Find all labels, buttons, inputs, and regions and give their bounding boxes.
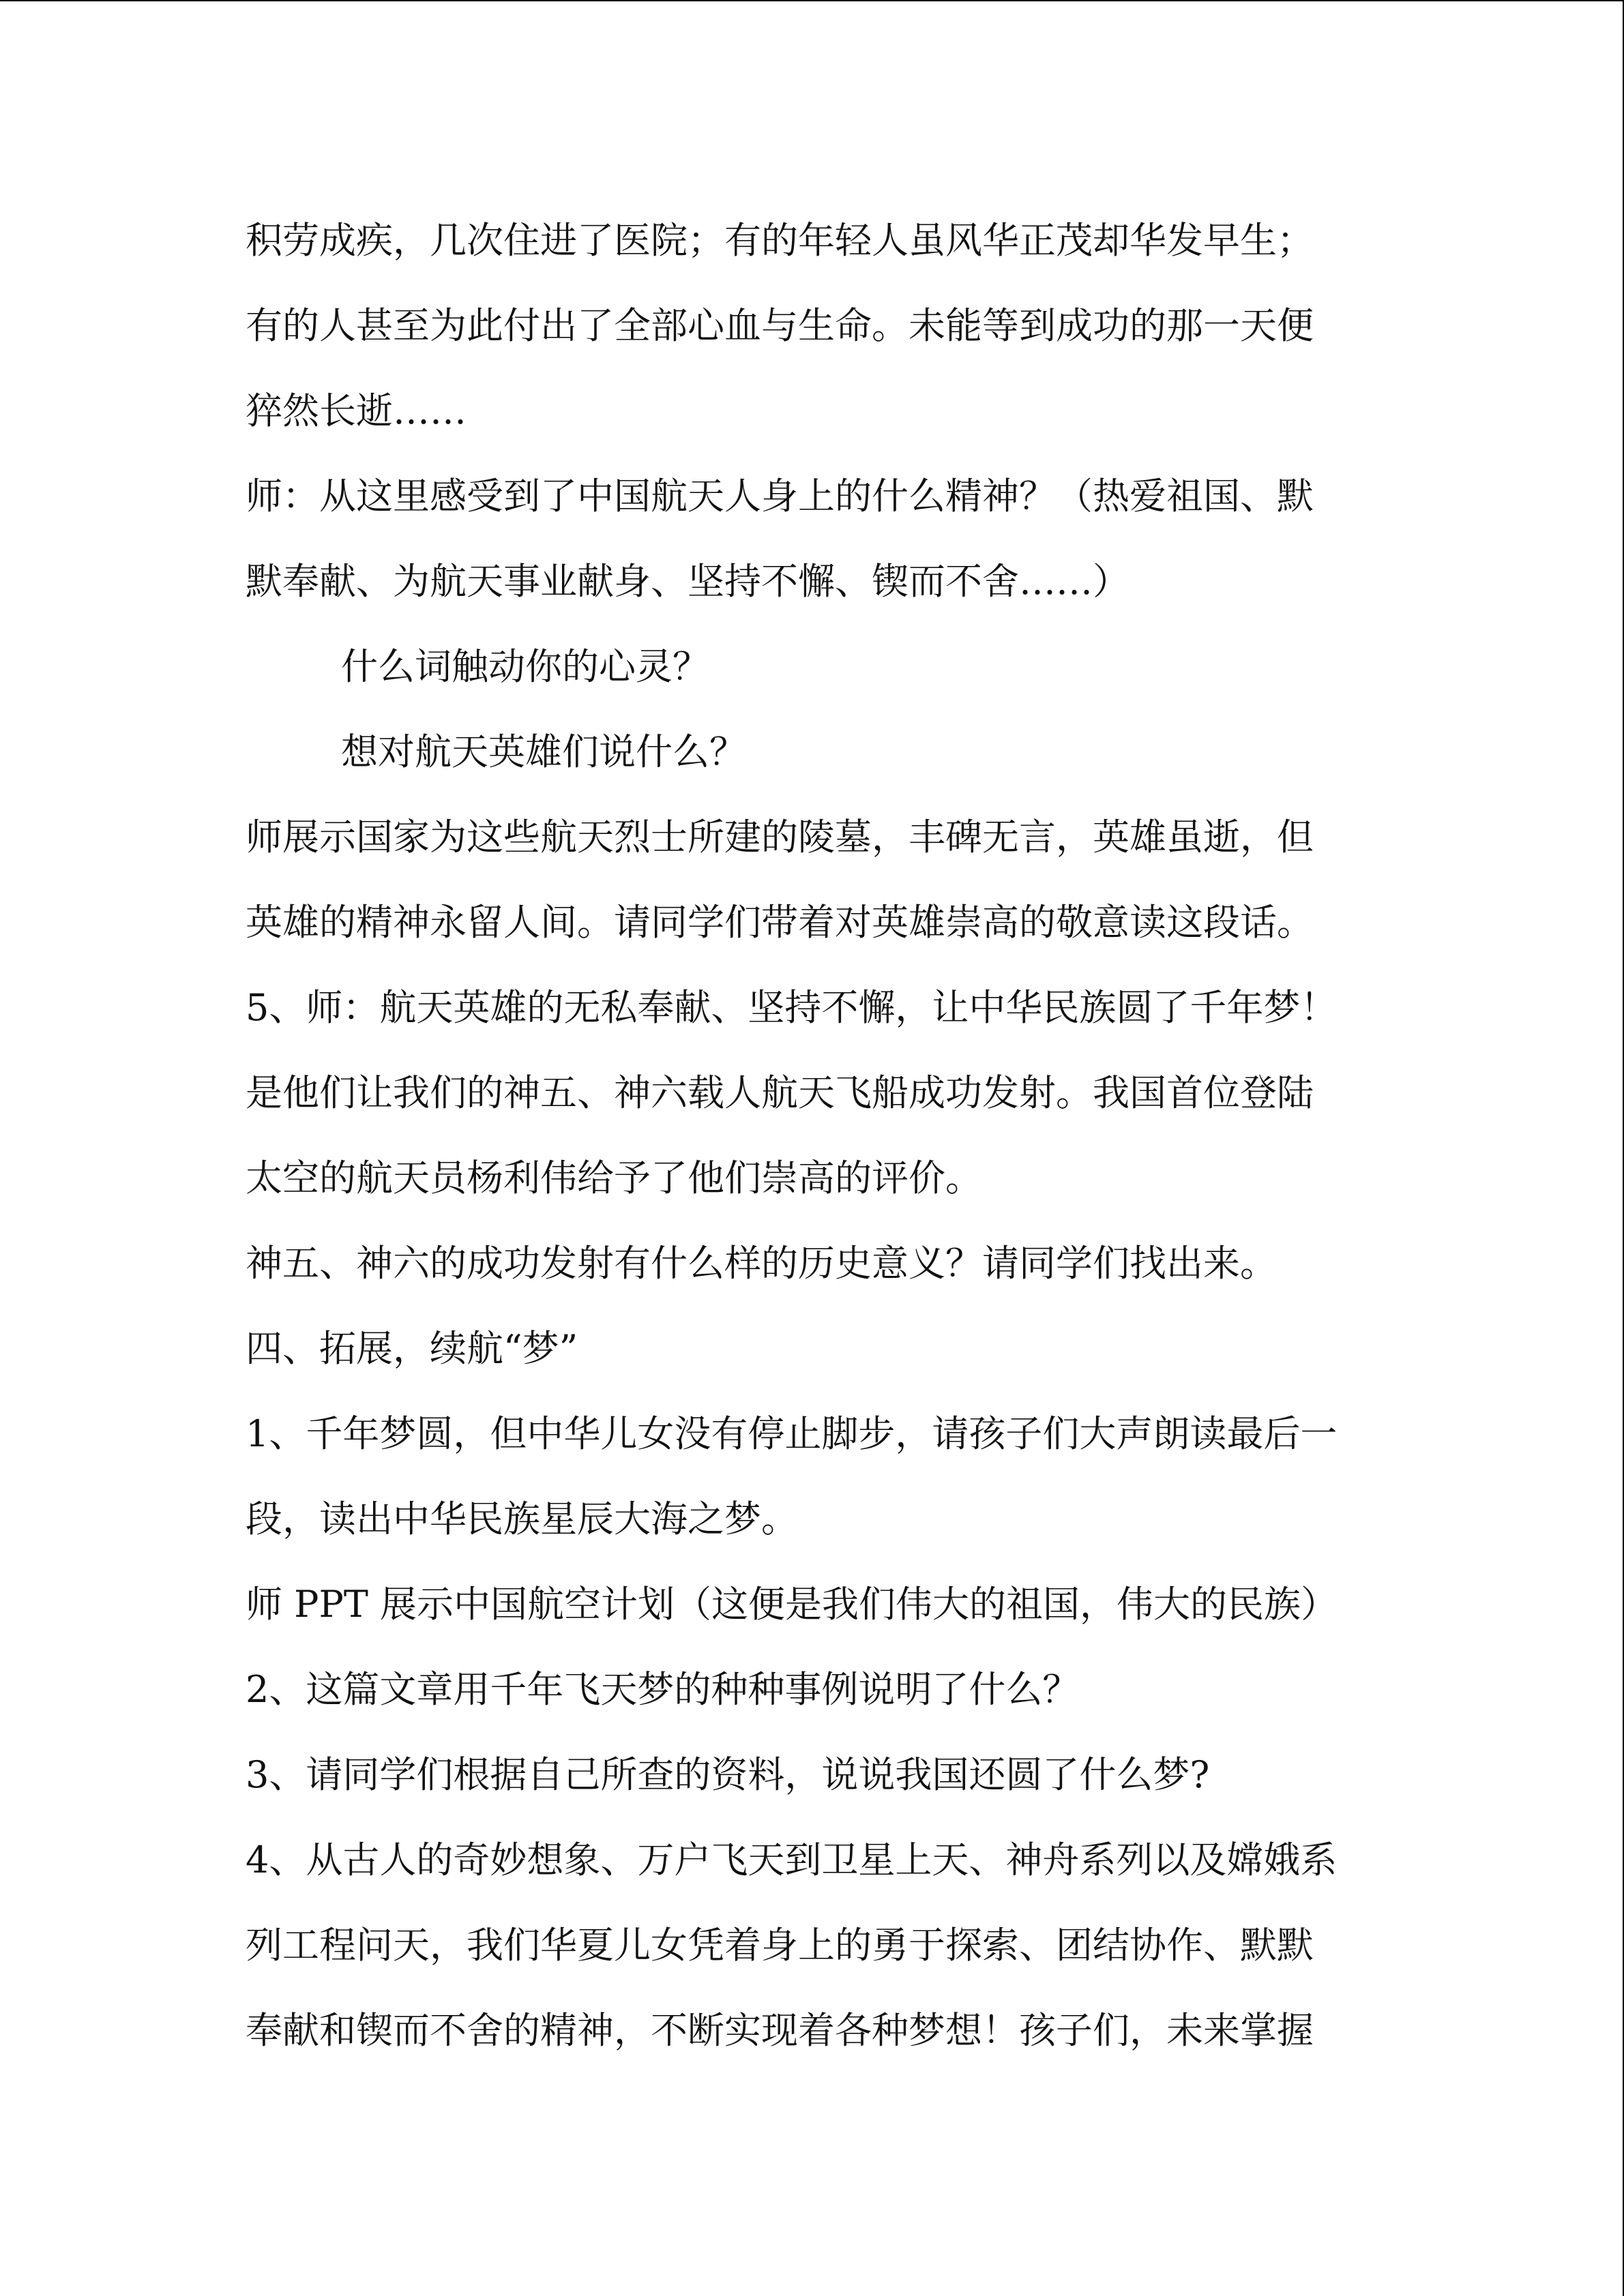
indented-question-line: 想对航天英雄们说什么？: [341, 730, 746, 773]
document-body: [246, 198, 1378, 2073]
text-line: 师展示国家为这些航天烈士所建的陵墓，丰碑无言，英雄虽逝，但: [246, 816, 1314, 859]
text-line: 师 PPT 展示中国航空计划（这便是我们伟大的祖国，伟大的民族）: [246, 1583, 1338, 1626]
text-line: 3、请同学们根据自己所查的资料，说说我国还圆了什么梦?: [246, 1753, 1210, 1796]
page-top-border: [0, 0, 1624, 1]
text-line: 奉献和锲而不舍的精神，不断实现着各种梦想！孩子们，未来掌握: [246, 2009, 1314, 2052]
text-line: 积劳成疾，几次住进了医院；有的年轻人虽风华正茂却华发早生；: [246, 219, 1314, 262]
indented-question-line: 什么词触动你的心灵？: [341, 645, 709, 688]
section-heading: 四、拓展，续航“梦”: [246, 1327, 578, 1370]
text-line: 段，读出中华民族星辰大海之梦。: [246, 1497, 798, 1540]
text-line: 英雄的精神永留人间。请同学们带着对英雄崇高的敬意读这段话。: [246, 901, 1314, 944]
text-line: 神五、神六的成功发射有什么样的历史意义？请同学们找出来。: [246, 1242, 1277, 1285]
text-line: 1、千年梦圆，但中华儿女没有停止脚步，请孩子们大声朗读最后一: [246, 1412, 1338, 1455]
text-line: 有的人甚至为此付出了全部心血与生命。未能等到成功的那一天便: [246, 304, 1314, 347]
text-line: 是他们让我们的神五、神六载人航天飞船成功发射。我国首位登陆: [246, 1071, 1314, 1114]
text-line: 2、这篇文章用千年飞天梦的种种事例说明了什么？: [246, 1668, 1080, 1711]
text-line: 太空的航天员杨利伟给予了他们崇高的评价。: [246, 1157, 982, 1199]
text-line: 4、从古人的奇妙想象、万户飞天到卫星上天、神舟系列以及嫦娥系: [246, 1838, 1338, 1881]
text-line: 列工程问天，我们华夏儿女凭着身上的勇于探索、团结协作、默默: [246, 1924, 1314, 1967]
text-line: 猝然长逝……: [246, 389, 467, 432]
text-line: 师：从这里感受到了中国航天人身上的什么精神？（热爱祖国、默: [246, 475, 1314, 518]
text-line: 默奉献、为航天事业献身、坚持不懈、锲而不舍……）: [246, 560, 1130, 603]
text-line: 5、师：航天英雄的无私奉献、坚持不懈，让中华民族圆了千年梦！: [246, 986, 1338, 1029]
